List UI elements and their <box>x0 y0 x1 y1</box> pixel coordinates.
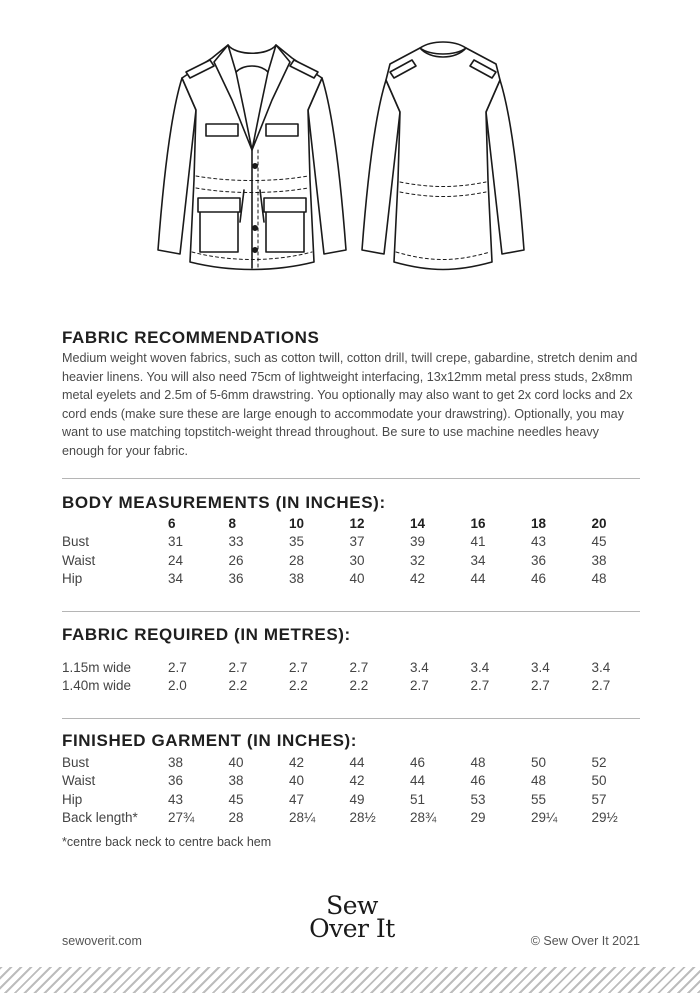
table-cell: 40 <box>289 773 305 789</box>
table-cell: 48 <box>470 754 486 770</box>
table-cell: 45 <box>228 791 244 807</box>
table-cell: 43 <box>168 791 184 807</box>
size-header: 14 <box>410 515 426 531</box>
table-cell: 38 <box>228 773 244 789</box>
table-cell: 2.7 <box>168 659 187 675</box>
fabric-recommendations-title: FABRIC RECOMMENDATIONS <box>62 328 320 347</box>
table-cell: 45 <box>591 534 607 550</box>
table-cell: 47 <box>289 791 305 807</box>
table-cell: 3.4 <box>410 659 429 675</box>
row-label: Waist <box>62 552 96 568</box>
jacket-back-drawing <box>362 42 524 270</box>
table-cell: 3.4 <box>470 659 490 675</box>
brand-logo <box>296 891 408 943</box>
table-cell: 31 <box>168 534 184 550</box>
body-measurements-table <box>62 514 652 588</box>
table-cell: 46 <box>410 754 426 770</box>
table-cell: 42 <box>349 773 365 789</box>
row-label: Bust <box>62 754 90 770</box>
table-row <box>62 551 652 570</box>
table-row <box>62 753 652 772</box>
table-cell: 55 <box>531 791 547 807</box>
size-header: 18 <box>531 515 547 531</box>
table-cell: 2.2 <box>349 678 369 694</box>
table-cell: 49 <box>349 791 365 807</box>
table-row <box>62 658 652 677</box>
table-cell: 38 <box>289 571 305 587</box>
table-cell: 36 <box>228 571 244 587</box>
copyright-text: © Sew Over It 2021 <box>530 934 640 948</box>
table-cell: 2.7 <box>228 659 248 675</box>
size-header: 20 <box>591 515 607 531</box>
table-cell: 35 <box>289 534 305 550</box>
hatched-footer-band <box>0 967 700 993</box>
row-label: Back length* <box>62 810 138 826</box>
table-cell: 36 <box>168 773 184 789</box>
jacket-illustrations <box>0 0 700 300</box>
table-cell: 33 <box>228 534 244 550</box>
table-cell: 36 <box>531 552 547 568</box>
divider <box>62 611 640 612</box>
table-cell: 51 <box>410 791 426 807</box>
table-cell: 40 <box>228 754 244 770</box>
size-header: 16 <box>470 515 486 531</box>
table-row <box>62 570 652 589</box>
table-cell: 28¾ <box>410 810 437 826</box>
size-header: 6 <box>168 515 176 531</box>
table-cell: 29 <box>470 810 486 826</box>
table-cell: 2.7 <box>349 659 369 675</box>
table-cell: 27¾ <box>168 810 195 826</box>
table-cell: 30 <box>349 552 365 568</box>
table-cell: 2.2 <box>228 678 248 694</box>
table-cell: 28¼ <box>289 810 316 826</box>
row-label: Hip <box>62 791 83 807</box>
table-cell: 50 <box>591 773 607 789</box>
table-cell: 44 <box>349 754 365 770</box>
table-cell: 52 <box>591 754 607 770</box>
size-header: 10 <box>289 515 305 531</box>
table-cell: 34 <box>470 552 486 568</box>
table-cell: 40 <box>349 571 365 587</box>
table-cell: 2.7 <box>591 678 611 694</box>
table-cell: 29¼ <box>531 810 558 826</box>
divider <box>62 478 640 479</box>
table-cell: 39 <box>410 534 426 550</box>
table-cell: 24 <box>168 552 184 568</box>
divider <box>62 718 640 719</box>
fabric-recommendations-text: Medium weight woven fabrics, such as cotton twill, cotton drill, twill crepe, gabardine, stretch denim and heavier linens. You will also need 75cm of lightweight interfacing, 13x12mm metal press studs, 2x8mm metal eyelets and 2.5m of 5-6mm drawstring. You optionally may also want to get 2x cord locks and 2x cord ends (make sure these are large enough to accommodate your drawstring). Optionally, you may want to use matching topstitch-weight thread throughout. Be sure to use machine needles heavy enough for your fabric. <box>62 351 638 458</box>
finished-garment-title: FINISHED GARMENT (IN INCHES): <box>62 731 358 750</box>
table-row <box>62 772 652 791</box>
fabric-required-title: FABRIC REQUIRED (IN METRES): <box>62 625 351 644</box>
logo-line: Over It <box>309 914 395 943</box>
table-cell: 53 <box>470 791 486 807</box>
table-cell: 37 <box>349 534 365 550</box>
table-cell: 48 <box>531 773 547 789</box>
size-header: 12 <box>349 515 365 531</box>
table-cell: 26 <box>228 552 244 568</box>
table-cell: 3.4 <box>591 659 611 675</box>
row-label: Hip <box>62 571 83 587</box>
table-cell: 28 <box>289 552 305 568</box>
table-row <box>62 790 652 809</box>
table-cell: 42 <box>289 754 305 770</box>
logo-line: Sew <box>326 891 378 920</box>
table-cell: 43 <box>531 534 547 550</box>
table-cell: 57 <box>591 791 607 807</box>
website-link[interactable]: sewoverit.com <box>62 934 142 948</box>
table-cell: 2.0 <box>168 678 187 694</box>
table-cell: 44 <box>410 773 426 789</box>
table-cell: 34 <box>168 571 184 587</box>
row-label: Bust <box>62 534 90 550</box>
table-row <box>62 533 652 552</box>
fabric-required-table <box>62 658 652 695</box>
table-cell: 41 <box>470 534 486 550</box>
row-label: 1.15m wide <box>62 659 132 675</box>
finished-garment-table <box>62 753 652 827</box>
row-label: Waist <box>62 773 96 789</box>
table-cell: 32 <box>410 552 426 568</box>
table-cell: 50 <box>531 754 547 770</box>
table-cell: 38 <box>168 754 184 770</box>
table-cell: 28 <box>228 810 244 826</box>
table-cell: 28½ <box>349 810 376 826</box>
table-cell: 2.2 <box>289 678 308 694</box>
table-cell: 46 <box>470 773 486 789</box>
table-cell: 44 <box>470 571 486 587</box>
table-cell: 2.7 <box>470 678 490 694</box>
table-cell: 48 <box>591 571 607 587</box>
body-measurements-title: BODY MEASUREMENTS (IN INCHES): <box>62 493 386 512</box>
size-header: 8 <box>228 515 237 531</box>
table-cell: 29½ <box>591 810 618 826</box>
jacket-front-drawing <box>158 45 346 270</box>
table-cell: 46 <box>531 571 547 587</box>
table-cell: 3.4 <box>531 659 550 675</box>
table-cell: 2.7 <box>410 678 429 694</box>
table-cell: 42 <box>410 571 426 587</box>
table-cell: 2.7 <box>531 678 550 694</box>
table-row <box>62 809 652 828</box>
footnote: *centre back neck to centre back hem <box>62 835 272 849</box>
row-label: 1.40m wide <box>62 678 132 694</box>
table-cell: 2.7 <box>289 659 308 675</box>
table-cell: 38 <box>591 552 607 568</box>
table-row <box>62 677 652 696</box>
size-header-row <box>62 514 652 533</box>
